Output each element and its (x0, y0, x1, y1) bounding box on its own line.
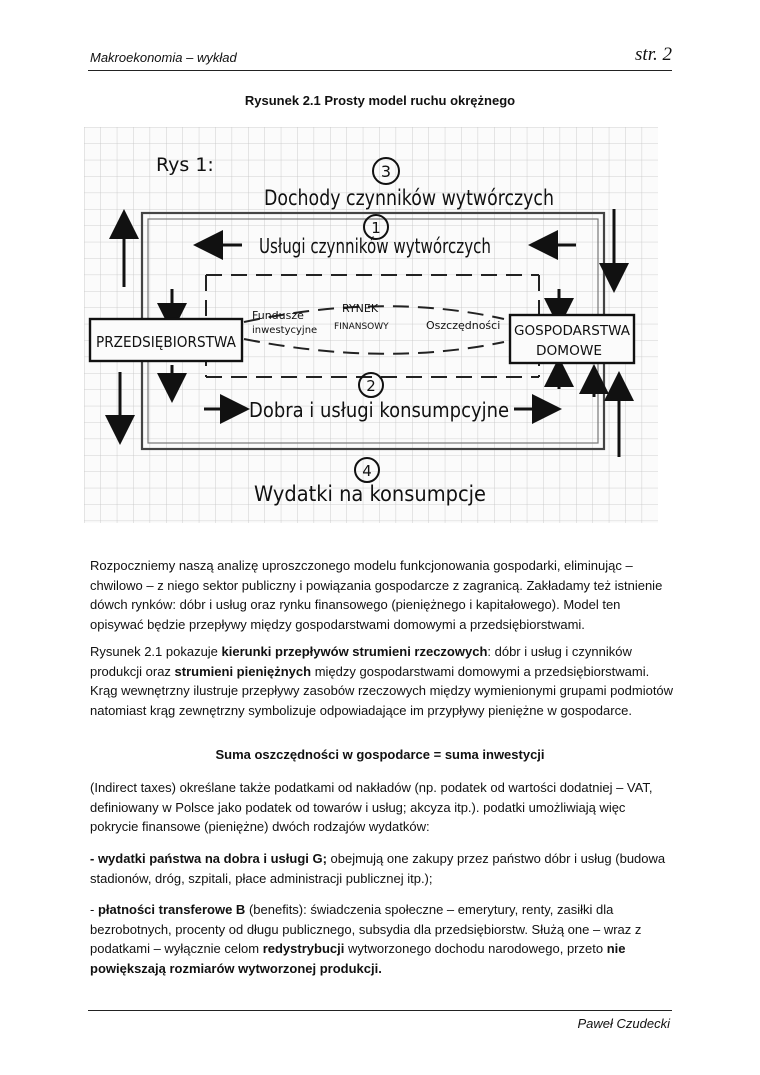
label-funds-1: Fundusze (252, 309, 304, 322)
label-funds-2: inwestycyjne (252, 325, 318, 336)
footer-divider (88, 1010, 672, 1011)
label-factor-income: Dochody czynników wytwórczych (264, 186, 554, 210)
num-4: 4 (362, 462, 372, 480)
num-3: 3 (380, 162, 392, 181)
label-consumer-goods: Dobra i usługi konsumpcyjne (249, 398, 509, 422)
paragraph-figure-description: Rysunek 2.1 pokazuje kierunki przepływów strumieni rzeczowych: dóbr i usług i czynników produkcji oraz strumieni pieniężnych między gospodarstwami domowymi a przedsiębiorstwami. Krąg wewnętrzny ilustruje przepływy zasobów rzeczowych między wymienionymi grupami podmiotów natomiast krąg zewnętrzny symbolizuje odpowiadające im przypływy pieniężne w gospodarce. (90, 644, 674, 718)
footer-author: Paweł Czudecki (577, 1016, 670, 1031)
paragraph-intro: Rozpoczniemy naszą analizę uproszczonego modelu funkcjonowania gospodarki, eliminując – chwilowo – z niego sektor publiczny i powiązania gospodarcze z zagranicą. Zakładamy też istnienie dówch rynków: dóbr i usług oraz rynku finansowego (pieniężnego i kapitałowego). Model ten opisywać będzie przepływy między gospodarstwami domowymi a przedsiębiorstwami. (90, 558, 663, 632)
figure-title: Rysunek 2.1 Prosty model ruchu okrężnego (244, 93, 516, 108)
num-2: 2 (366, 377, 376, 395)
paragraph-government-spending: - wydatki państwa na dobra i usługi G; obejmują one zakupy przez państwo dóbr i usług (budowa stadionów, dróg, szpitali, płace administracji publicznej itp.); (90, 851, 666, 886)
label-households-2: DOMOWE (536, 344, 602, 359)
num-1: 1 (371, 219, 381, 237)
label-consumption-spending: Wydatki na konsumpcje (254, 482, 486, 506)
header-divider (88, 70, 672, 71)
label-market-1: RYNEK (342, 302, 379, 315)
page-number: str. 2 (635, 44, 672, 65)
label-savings: Oszczędności (426, 319, 501, 332)
label-firms: PRZEDSIĘBIORSTWA (96, 333, 237, 351)
paragraph-transfer-payments: - płatności transferowe B (benefits): świadczenia społeczne – emerytury, renty, zasiłki dla bezrobotnych, procenty od długu publicznego, subsydia dla przedsiębiorstw. Służą one – wraz z podatkami – wyłącznie celom redystrybucji wytworzonego dochodu narodowego, przeto nie powiększają rozmiarów wytworzonej produkcji. (90, 902, 642, 976)
rys-label: Rys 1: (156, 154, 214, 176)
circular-flow-figure (84, 127, 658, 523)
paragraph-taxes: (Indirect taxes) określane także podatkami od nakładów (np. podatek od wartości dodatniej – VAT, definiowany w Polsce jako podatek od towarów i usług; akcyza itp.). podatki umożliwiają więc pokrycie finansowe (pieniężne) dwóch rodzajów wydatków: (90, 780, 653, 834)
label-factor-services: Usługi czynników wytwórczych (259, 234, 491, 258)
label-market-2: FINANSOWY (334, 322, 389, 332)
label-households-1: GOSPODARSTWA (514, 324, 631, 339)
header-title: Makroekonomia – wykład (90, 50, 237, 65)
section-heading: Suma oszczędności w gospodarce = suma inwestycji (215, 747, 545, 762)
